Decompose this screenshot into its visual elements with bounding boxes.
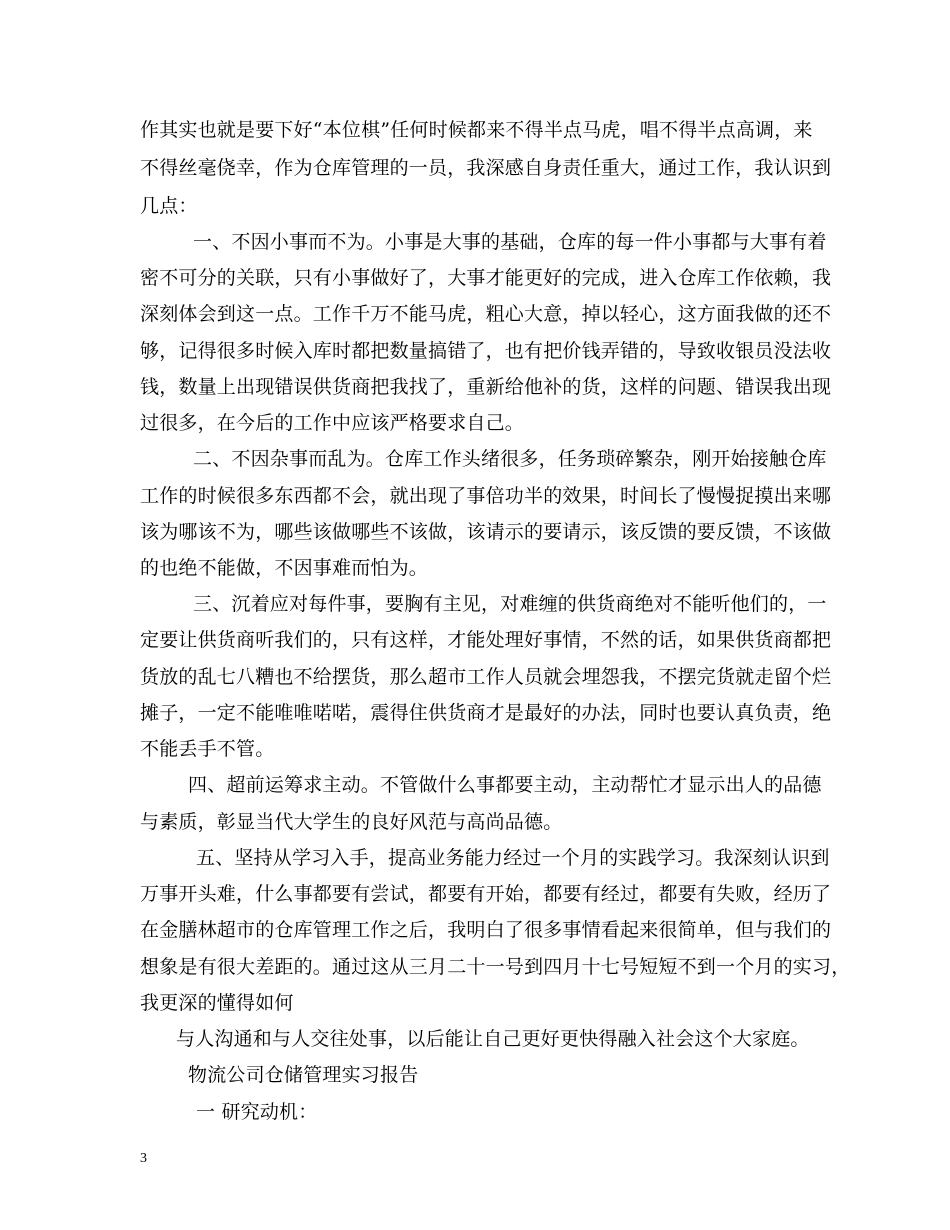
text-line: 工作的时候很多东西都不会，就出现了事倍功半的效果，时间长了慢慢捉摸出来哪 (140, 485, 832, 507)
text-line: 三、沉着应对每件事，要胸有主见，对难缠的供货商绝对不能听他们的，一 (193, 593, 827, 615)
text-line: 摊子，一定不能唯唯喏喏，震得住供货商才是最好的办法，同时也要认真负责，绝 (140, 702, 832, 724)
text-line: 在金膳林超市的仓库管理工作之后，我明白了很多事情看起来很简单，但与我们的 (140, 919, 832, 941)
text-line: 该为哪该不为，哪些该做哪些不该做，该请示的要请示，该反馈的要反馈，不该做 (140, 521, 832, 543)
text-line: 定要让供货商听我们的，只有这样，才能处理好事情，不然的话，如果供货商都把 (140, 629, 832, 651)
text-line: 万事开头难，什么事都要有尝试，都要有开始，都要有经过，都要有失败，经历了 (140, 883, 832, 905)
text-line: 够，记得很多时候入库时都把数量搞错了，也有把价钱弄错的，导致收银员没法收 (140, 340, 832, 362)
text-line: 深刻体会到这一点。工作千万不能马虎，粗心大意，掉以轻心，这方面我做的还不 (140, 303, 832, 325)
page-number: 3 (140, 1151, 147, 1166)
text-line: 钱，数量上出现错误供货商把我找了，重新给他补的货，这样的问题、错误我出现 (140, 376, 832, 398)
text-line: 想象是有很大差距的。通过这从三月二十一号到四月十七号短短不到一个月的实习， (140, 956, 851, 978)
text-line: 五、坚持从学习入手，提高业务能力经过一个月的实践学习。我深刻认识到 (196, 847, 830, 869)
text-line: 四、超前运筹求主动。不管做什么事都要主动，主动帮忙才显示出人的品德 (188, 774, 822, 796)
text-line: 作其实也就是要下好“本位棋”任何时候都来不得半点马虎，唱不得半点高调，来 (140, 119, 813, 141)
text-line: 一 研究动机： (196, 1101, 318, 1123)
text-line: 几点： (140, 195, 198, 217)
text-line: 不能丢手不管。 (140, 738, 275, 760)
text-line: 与素质，彰显当代大学生的良好风范与高尚品德。 (140, 811, 563, 833)
text-line: 过很多，在今后的工作中应该严格要求自己。 (140, 412, 525, 434)
text-line: 与人沟通和与人交往处事，以后能让自己更好更快得融入社会这个大家庭。 (176, 1028, 810, 1050)
text-line: 密不可分的关联，只有小事做好了，大事才能更好的完成，进入仓库工作依赖，我 (140, 267, 832, 289)
text-line: 货放的乱七八糟也不给摆货，那么超市工作人员就会埋怨我，不摆完货就走留个烂 (140, 666, 832, 688)
text-line: 不得丝毫侥幸，作为仓库管理的一员，我深感自身责任重大，通过工作，我认识到 (140, 157, 832, 179)
text-line: 一、不因小事而不为。小事是大事的基础，仓库的每一件小事都与大事有着 (193, 231, 827, 253)
text-line: 的也绝不能做，不因事难而怕为。 (140, 557, 429, 579)
text-line: 二、不因杂事而乱为。仓库工作头绪很多，任务琐碎繁杂，刚开始接触仓库 (193, 448, 827, 470)
text-line: 我更深的懂得如何 (140, 992, 294, 1014)
text-line: 物流公司仓储管理实习报告 (188, 1064, 419, 1086)
